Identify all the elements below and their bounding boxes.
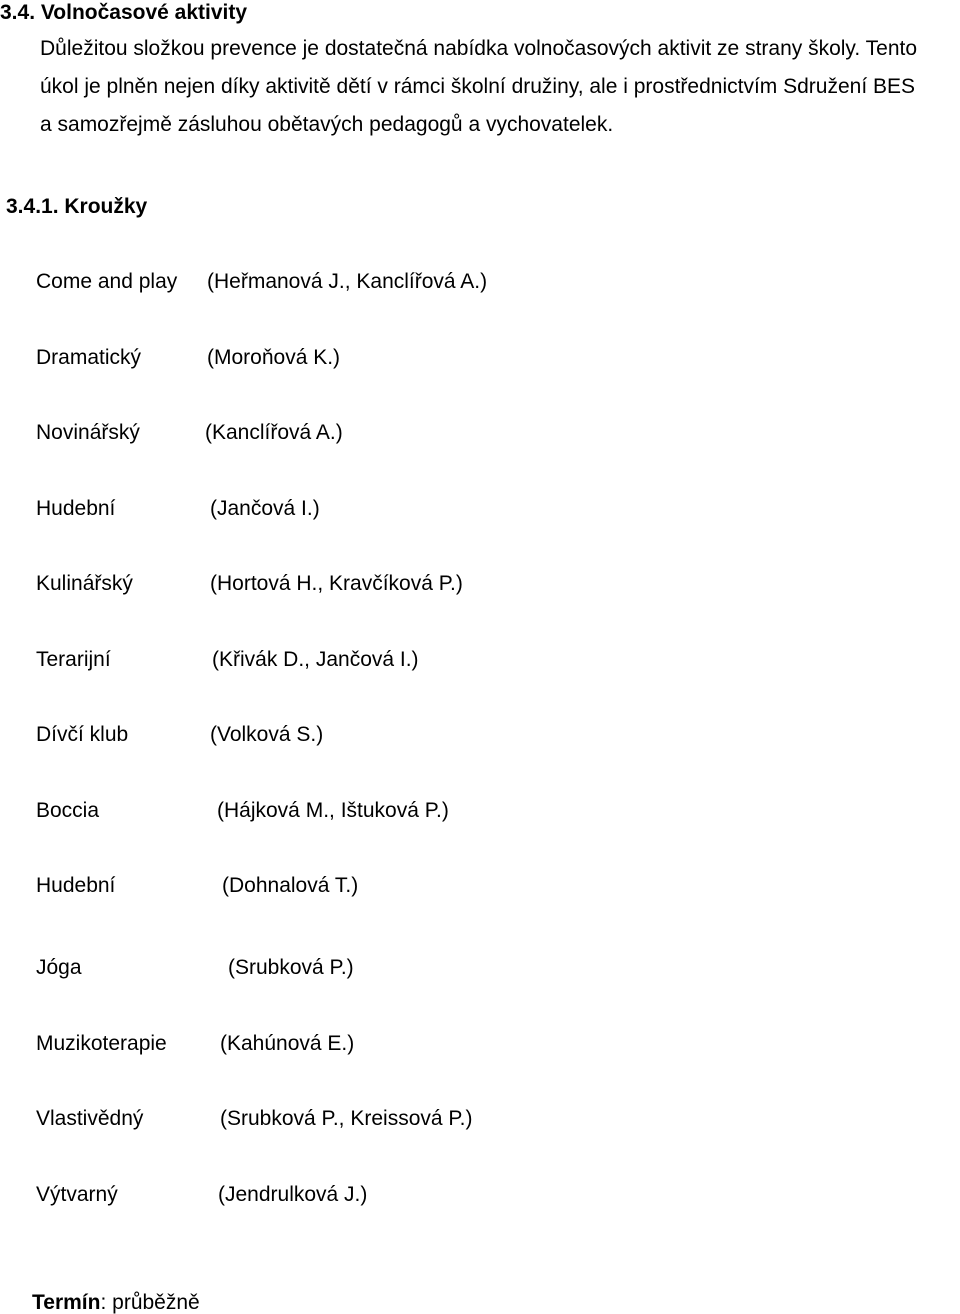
club-name: Dívčí klub (36, 723, 129, 746)
club-name: Výtvarný (36, 1183, 118, 1206)
term-separator: : (100, 1291, 107, 1314)
paragraph-line-2: úkol je plněn nejen díky aktivitě dětí v rámci školní družiny, ale i prostřednictvím Sdružení BES (40, 75, 916, 98)
paragraph-line-1: Důležitou složkou prevence je dostatečná nabídka volnočasových aktivit ze strany školy. Tento (40, 37, 918, 60)
club-name: Hudební (36, 497, 116, 520)
club-leaders: (Hájková M., Ištuková P.) (217, 799, 449, 822)
club-name: Dramatický (36, 346, 142, 369)
club-name: Kulinářský (36, 572, 133, 595)
subsection-heading: 3.4.1. Kroužky (6, 195, 148, 218)
club-name: Jóga (36, 956, 82, 979)
club-name: Terarijní (36, 648, 111, 671)
section-heading: 3.4. Volnočasové aktivity (0, 1, 248, 24)
term-value: průběžně (106, 1291, 200, 1314)
club-name: Come and play (36, 270, 178, 293)
club-leaders: (Volková S.) (210, 723, 324, 746)
club-leaders: (Dohnalová T.) (222, 874, 359, 897)
club-leaders: (Kahúnová E.) (220, 1032, 355, 1055)
term-line (32, 1292, 200, 1313)
club-name: Vlastivědný (36, 1107, 144, 1130)
club-name: Hudební (36, 874, 116, 897)
paragraph-line-3: a samozřejmě zásluhou obětavých pedagogů a vychovatelek. (40, 113, 614, 136)
club-leaders: (Křivák D., Jančová I.) (212, 648, 419, 671)
club-name: Novinářský (36, 421, 140, 444)
club-leaders: (Srubková P., Kreissová P.) (220, 1107, 473, 1130)
term-label: Termín (32, 1291, 101, 1314)
club-leaders: (Moroňová K.) (207, 346, 341, 369)
club-leaders: (Jendrulková J.) (218, 1183, 368, 1206)
club-name: Boccia (36, 799, 100, 822)
club-leaders: (Hortová H., Kravčíková P.) (210, 572, 463, 595)
club-leaders: (Kanclířová A.) (205, 421, 343, 444)
club-leaders: (Jančová I.) (210, 497, 320, 520)
club-name: Muzikoterapie (36, 1032, 167, 1055)
club-leaders: (Heřmanová J., Kanclířová A.) (207, 270, 488, 293)
club-leaders: (Srubková P.) (228, 956, 354, 979)
